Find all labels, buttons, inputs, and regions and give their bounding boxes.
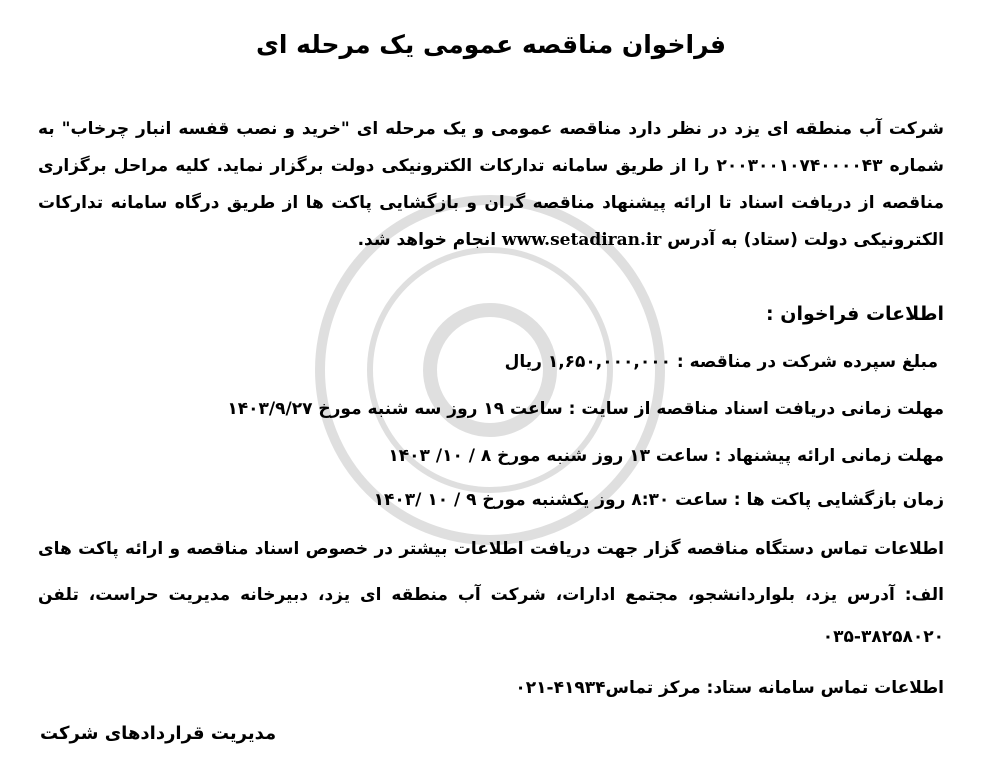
info-heading: اطلاعات فراخوان : bbox=[766, 303, 944, 325]
intro-line-2: شماره ۲۰۰۳۰۰۱۰۷۴۰۰۰۰۴۳ را از طریق سامانه تدارکات الکترونیکی دولت برگزار نماید. کلیه مراحل برگزاری bbox=[38, 156, 944, 176]
intro-line-4-text: الکترونیکی دولت (ستاد) به آدرس bbox=[667, 230, 944, 250]
opening-time: زمان بازگشایی پاکت ها : ساعت ۸:۳۰ روز یکشنبه مورخ ۹ / ۱۰ /۱۴۰۳ bbox=[373, 490, 944, 510]
deposit-amount: مبلغ سپرده شرکت در مناقصه : ۱,۶۵۰,۰۰۰,۰۰۰ ریال bbox=[504, 352, 938, 372]
offer-deadline: مهلت زمانی ارائه پیشنهاد : ساعت ۱۳ روز شنبه مورخ ۸ / ۱۰/ ۱۴۰۳ bbox=[388, 446, 944, 466]
contact-line-2: الف: آدرس یزد، بلواردانشجو، مجتمع ادارات، شرکت آب منطقه ای یزد، دبیرخانه مدیریت حراست، تلفن bbox=[38, 585, 944, 605]
intro-line-1: شرکت آب منطقه ای یزد در نظر دارد مناقصه عمومی و یک مرحله ای "خرید و نصب قفسه انبار چرخاب" به bbox=[38, 119, 944, 139]
contact-phone: ۰۳۵-۳۸۲۵۸۰۲۰ bbox=[822, 627, 944, 647]
document-deadline: مهلت زمانی دریافت اسناد مناقصه از سایت : ساعت ۱۹ روز سه شنبه مورخ ۱۴۰۳/۹/۲۷ bbox=[227, 399, 944, 419]
intro-line-3: مناقصه از دریافت اسناد تا ارائه پیشنهاد مناقصه گران و بازگشایی پاکت ها از طریق درگاه سامانه تدارکات bbox=[38, 193, 944, 213]
signature: مدیریت قراردادهای شرکت bbox=[40, 723, 277, 744]
intro-line-4-end: انجام خواهد شد. bbox=[357, 230, 497, 250]
setad-contact: اطلاعات تماس سامانه ستاد: مرکز تماس۴۱۹۳۴-۰۲۱ bbox=[515, 678, 944, 698]
setad-website-link[interactable]: www.setadiran.ir bbox=[501, 230, 662, 250]
page-title: فراخوان مناقصه عمومی یک مرحله ای bbox=[255, 30, 726, 59]
intro-line-4 bbox=[358, 228, 944, 252]
contact-line-1: اطلاعات تماس دستگاه مناقصه گزار جهت دریافت اطلاعات بیشتر در خصوص اسناد مناقصه و ارائه پاکت های bbox=[38, 539, 944, 559]
